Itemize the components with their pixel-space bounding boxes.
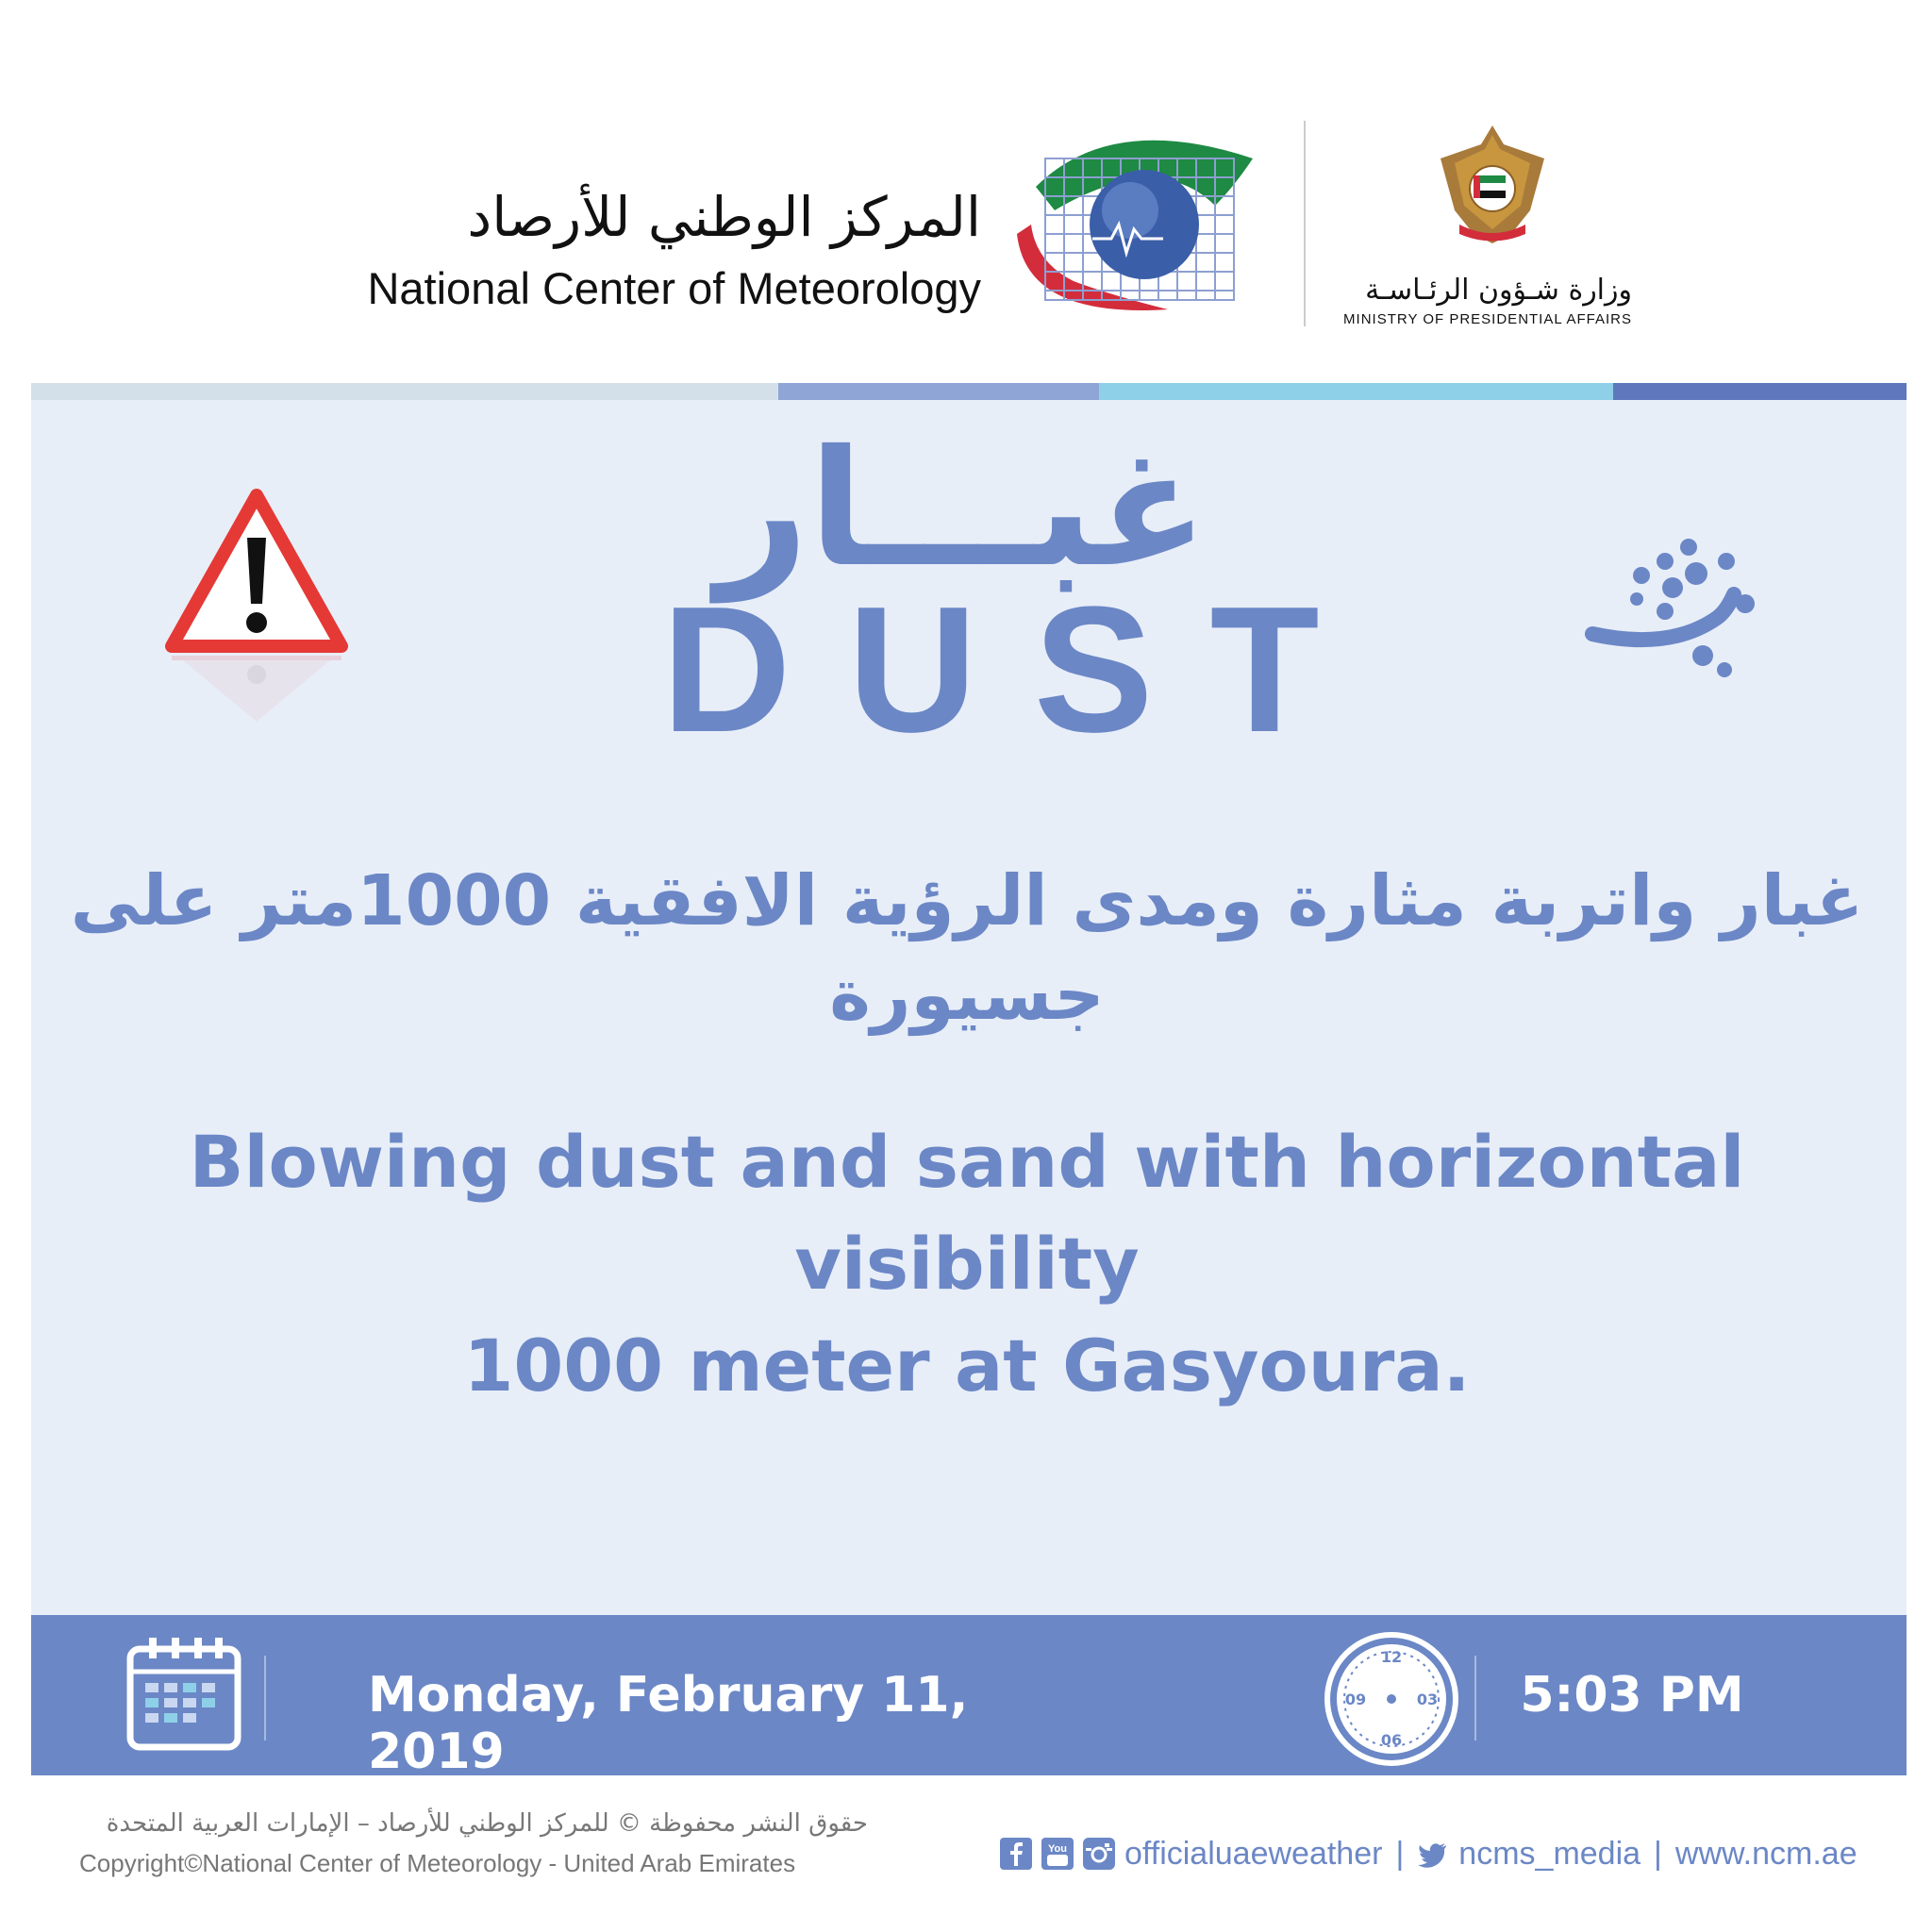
- header-divider: [1304, 121, 1306, 326]
- social-handle-media[interactable]: ncms_media: [1458, 1835, 1641, 1872]
- header: [0, 0, 1932, 377]
- alert-date: Monday, February 11, 2019: [368, 1667, 969, 1780]
- copyright-english: Copyright©National Center of Meteorology - United Arab Emirates: [79, 1849, 796, 1877]
- separator: |: [1395, 1835, 1405, 1872]
- uae-emblem-icon: [1436, 121, 1549, 248]
- social-links: [1000, 1830, 1857, 1877]
- header-stripe-4: [1613, 383, 1907, 400]
- clock-label-12: 12: [1380, 1648, 1403, 1666]
- clock-label-06: 06: [1380, 1731, 1403, 1749]
- alert-message-english: [94, 1111, 1840, 1417]
- alert-message-english-line2: 1000 meter at Gasyoura.: [463, 1324, 1471, 1407]
- bar-divider-right: [1474, 1656, 1476, 1740]
- copyright-arabic: حقوق النشر محفوظة © للمركز الوطني للأرصاد – الإمارات العربية المتحدة: [106, 1809, 868, 1838]
- header-stripe-3: [1099, 383, 1613, 400]
- warning-icon: [164, 486, 349, 731]
- clock-icon: [1321, 1628, 1462, 1770]
- calendar-icon: [123, 1632, 245, 1755]
- instagram-icon[interactable]: [1083, 1838, 1115, 1870]
- svg-text:You: You: [1048, 1843, 1067, 1855]
- bar-divider-left: [264, 1656, 266, 1740]
- separator: |: [1654, 1835, 1662, 1872]
- alert-title-arabic: غبـــار: [716, 416, 1208, 603]
- alert-title-english: DUST: [661, 570, 1376, 770]
- alert-message-arabic: غبار واتربة مثارة ومدى الرؤية الافقية 1000متر على جسيورة: [70, 860, 1864, 1036]
- website-link[interactable]: www.ncm.ae: [1674, 1835, 1857, 1872]
- ncm-name-english: National Center of Meteorology: [367, 263, 981, 313]
- alert-message-english-line1: Blowing dust and sand with horizontal visibility: [189, 1120, 1745, 1306]
- ministry-name-arabic: وزارة شـؤون الرئـاسـة: [1365, 274, 1632, 307]
- twitter-icon[interactable]: [1417, 1838, 1449, 1870]
- facebook-icon[interactable]: [1000, 1838, 1032, 1870]
- dust-symbol-icon: [1585, 528, 1774, 679]
- header-stripe-1: [31, 383, 778, 400]
- social-handle-official[interactable]: officialuaeweather: [1124, 1835, 1383, 1872]
- clock-label-09: 09: [1344, 1690, 1367, 1708]
- header-stripe-2: [778, 383, 1099, 400]
- youtube-icon[interactable]: [1041, 1838, 1074, 1870]
- alert-time: 5:03 PM: [1520, 1667, 1744, 1724]
- ncm-name-arabic: المركز الوطني للأرصاد: [467, 185, 981, 249]
- ministry-name-english: MINISTRY OF PRESIDENTIAL AFFAIRS: [1343, 311, 1632, 327]
- ncm-logo-icon: [998, 121, 1272, 319]
- clock-label-03: 03: [1416, 1690, 1439, 1708]
